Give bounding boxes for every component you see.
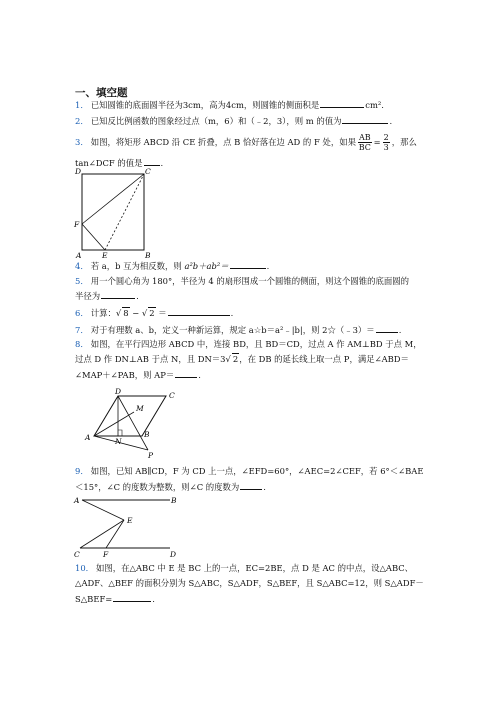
label-b: B	[171, 496, 177, 505]
question-number: 3．	[75, 137, 89, 147]
question-number: 2．	[75, 116, 89, 126]
answer-blank[interactable]	[113, 593, 151, 602]
punctuation: .	[230, 308, 234, 318]
question-8-line-2	[75, 354, 409, 365]
rectangle-abcd	[82, 174, 144, 250]
radicand: 2	[149, 308, 155, 318]
label-a: A	[74, 496, 80, 505]
minus-sign: −	[132, 308, 140, 318]
equals-sign: =	[373, 137, 381, 147]
punctuation: .	[263, 482, 266, 492]
label-a: A	[76, 251, 82, 258]
question-text: tan∠DCF 的值是	[75, 158, 143, 168]
label-d: D	[115, 387, 122, 396]
question-text: 过点 D 作 DN⊥AB 于点 N，且 DN＝3	[75, 354, 226, 364]
label-b: B	[144, 430, 150, 439]
fraction-2-3	[383, 133, 390, 152]
question-text: ，那么	[391, 137, 417, 147]
question-text: ∠MAP＋∠PAB，则 AP＝	[75, 370, 175, 380]
question-10	[75, 563, 413, 574]
fraction-denominator: 3	[383, 143, 389, 152]
right-angle-mark	[118, 430, 122, 436]
label-n: N	[115, 437, 122, 446]
question-5	[75, 276, 409, 287]
question-2	[75, 115, 392, 127]
answer-blank[interactable]	[240, 481, 262, 490]
question-7	[75, 324, 401, 336]
question-1	[75, 99, 384, 111]
question-text: △ADF、△BEF 的面积分别为 S△ABC，S△ADF，S△BEF，且 S△ABC=12，则 S△ADF－	[75, 578, 424, 588]
unit-text: cm².	[365, 100, 384, 110]
question-9-line-2	[75, 481, 266, 493]
punctuation: .	[152, 594, 155, 604]
question-number: 7．	[75, 325, 89, 335]
segment-ef	[106, 520, 124, 548]
question-text: 用一个圆心角为 180°，半径为 4 的扇形围成一个圆锥的侧面，则这个圆锥的底面圆的	[90, 276, 409, 286]
label-c: C	[169, 391, 175, 400]
answer-blank[interactable]	[320, 99, 364, 108]
question-3	[75, 133, 417, 152]
answer-blank[interactable]	[230, 260, 266, 269]
question-text: ，在 DB 的延长线上取一点 P，满足∠ABD＝	[239, 354, 409, 364]
fraction-numerator: 2	[383, 133, 389, 142]
answer-blank[interactable]	[342, 115, 388, 124]
question-10-line-2	[75, 578, 424, 589]
question-6	[75, 307, 233, 319]
segment-fc	[82, 174, 144, 224]
question-text: 已知反比例函数的图象经过点（m，6）和（﹣2，3），则 m 的值为	[90, 116, 342, 126]
label-m: M	[136, 404, 144, 413]
question-number: 5．	[75, 276, 89, 286]
question-text: ＜15°，∠C 的度数为整数，则∠C 的度数为	[75, 482, 240, 492]
fraction-denominator: BC	[358, 143, 371, 152]
question-text: 已知圆锥的底面圆半径为3cm，高为4cm，则圆锥的侧面积是	[90, 100, 320, 110]
answer-blank[interactable]	[175, 369, 197, 378]
answer-blank[interactable]	[101, 290, 135, 299]
question-text: 如图，已知 AB∥CD，F 为 CD 上一点，∠EFD=60°，∠AEC=2∠CEF，若 6°＜∠BAE	[90, 466, 424, 476]
question-number: 6．	[75, 308, 89, 318]
question-8	[75, 339, 422, 350]
label-e: E	[102, 251, 108, 258]
segment-ec	[105, 174, 144, 250]
punctuation: .	[266, 261, 270, 271]
sqrt-sign: √	[115, 308, 122, 318]
label-a: A	[85, 433, 91, 442]
label-f: F	[74, 220, 80, 229]
answer-blank[interactable]	[144, 157, 160, 166]
punctuation: .	[160, 158, 164, 168]
question-10-line-3	[75, 593, 155, 605]
punctuation: .	[198, 370, 201, 380]
segment-am	[94, 412, 134, 436]
parallelogram-abcd	[94, 396, 166, 436]
sqrt-sign: √	[225, 354, 231, 364]
label-d: D	[170, 550, 177, 559]
segment-fe	[82, 224, 105, 250]
section-title: 一、填空题	[75, 87, 128, 99]
figure-parallel-lines	[72, 494, 184, 560]
question-text: 如图，在平行四边形 ABCD 中，连接 BD，且 BD＝CD，过点 A 作 AM⊥BD 于点 M，	[90, 339, 422, 349]
label-p: P	[148, 451, 154, 460]
label-d: D	[75, 168, 82, 176]
answer-blank[interactable]	[168, 307, 230, 316]
label-e: E	[127, 516, 133, 525]
question-text: 如图，在△ABC 中 E 是 BC 上的一点，EC=2BE，点 D 是 AC 的中点，设△ABC、	[96, 563, 414, 573]
sqrt-sign: √	[141, 308, 148, 318]
question-5-line-2	[75, 290, 139, 302]
fraction-ab-bc	[358, 133, 372, 152]
question-text: 若 a，b 互为相反数，则	[90, 261, 182, 271]
punctuation: .	[398, 325, 402, 335]
figure-parallelogram	[82, 384, 192, 460]
question-4	[75, 260, 269, 272]
question-number: 10．	[75, 563, 95, 573]
question-number: 9．	[75, 466, 89, 476]
punctuation: .	[389, 116, 393, 126]
segment-ec	[80, 520, 124, 548]
expression: a²b＋ab²＝	[184, 261, 229, 271]
question-text: 如图，将矩形 ABCD 沿 CE 折叠，点 B 恰好落在边 AD 的 F 处，如果	[90, 137, 356, 147]
question-text: 对于有理数 a、b，定义一种新运算，规定 a☆b＝a²﹣|b|，则 2☆（﹣3）＝	[90, 325, 375, 335]
question-number: 4．	[75, 261, 89, 271]
question-number: 1．	[75, 100, 89, 110]
answer-blank[interactable]	[376, 324, 398, 333]
question-8-line-3	[75, 369, 201, 381]
punctuation: .	[136, 291, 139, 301]
label-c: C	[145, 168, 151, 176]
question-number: 8．	[75, 339, 89, 349]
label-f: F	[103, 550, 109, 559]
radicand: 8	[123, 308, 129, 318]
equals-sign: ＝	[158, 308, 167, 318]
label-c: C	[74, 550, 80, 559]
question-text: S△BEF=	[75, 594, 113, 604]
segment-ae	[82, 500, 124, 520]
figure-rectangle-fold	[72, 168, 162, 258]
question-9	[75, 466, 423, 477]
radicand: 2	[232, 354, 239, 364]
label-b: B	[145, 251, 151, 258]
question-text: 半径为	[75, 291, 101, 301]
fraction-numerator: AB	[358, 133, 371, 142]
question-text: 计算：	[90, 308, 116, 318]
